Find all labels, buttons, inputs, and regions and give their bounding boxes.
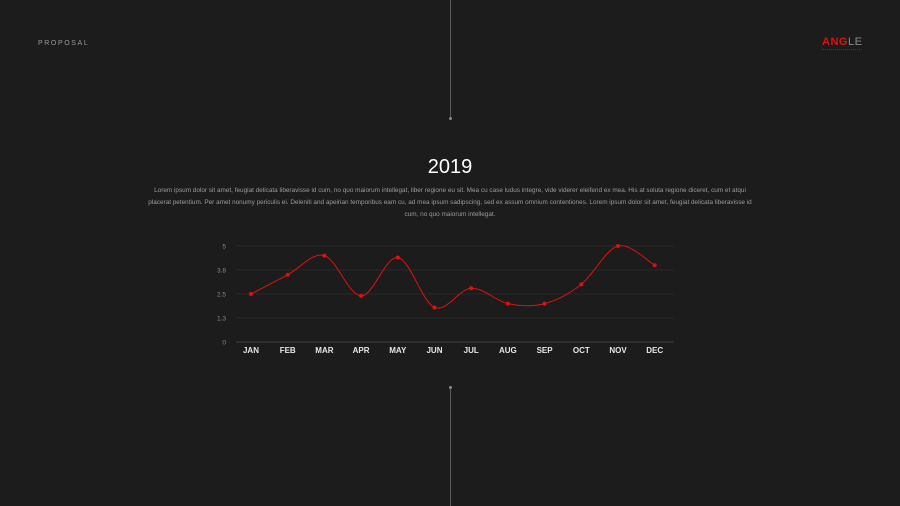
data-point [359, 294, 363, 298]
data-point [286, 273, 290, 277]
x-tick-label: DEC [646, 346, 664, 355]
chart-grid [236, 246, 674, 342]
data-point [543, 302, 547, 306]
data-point [433, 305, 437, 309]
logo-text-grey: LE [847, 36, 863, 48]
x-tick-label: APR [352, 346, 370, 355]
x-tick-label: JAN [242, 346, 260, 355]
data-point [579, 282, 583, 286]
data-point [322, 254, 326, 258]
x-tick-label: FEB [279, 346, 296, 355]
chart-y-axis [217, 244, 226, 347]
x-tick-label: JUN [426, 346, 443, 355]
body-paragraph: Lorem ipsum dolor sit amet, feugiat delicata liberavisse id cum, no quo maiorum intellegat, liber regione eu sit. Mea cu case ludus integre, vide viderer eleifend ex mea. His at soluta regione diceret, cum et atqui placerat petentium. Per amet nonumy periculis ei. Deleniti and apeirian temporibus eam cu, ad mea ipsum sadipscing, sed ex assum omnium contentiones. Lorem ipsum dolor sit amet, feugiat delicata liberavisse id cum, no quo maiorum intellegat. [148, 187, 752, 218]
y-tick-label: 1.3 [216, 315, 226, 323]
chart-series-line [251, 246, 655, 309]
page-title: 2019 [427, 156, 473, 178]
chart-x-axis [243, 346, 663, 355]
data-point [653, 263, 657, 267]
x-tick-label: SEP [536, 346, 553, 355]
x-tick-label: MAR [315, 346, 334, 355]
data-point [616, 244, 620, 248]
x-tick-label: MAY [389, 346, 407, 355]
x-tick-label: OCT [572, 346, 590, 355]
data-point [396, 256, 400, 260]
data-point [469, 286, 473, 290]
y-tick-label: 5 [222, 243, 226, 251]
data-point [249, 292, 253, 296]
y-tick-label: 2.5 [216, 291, 226, 299]
x-tick-label: NOV [609, 346, 627, 355]
y-tick-label: 0 [222, 339, 226, 347]
x-tick-label: AUG [499, 346, 517, 355]
data-point [506, 302, 510, 306]
y-tick-label: 3.8 [216, 267, 226, 275]
x-tick-label: JUL [463, 346, 479, 355]
section-label: PROPOSAL [38, 40, 90, 47]
logo-text-red: ANG [822, 36, 848, 48]
